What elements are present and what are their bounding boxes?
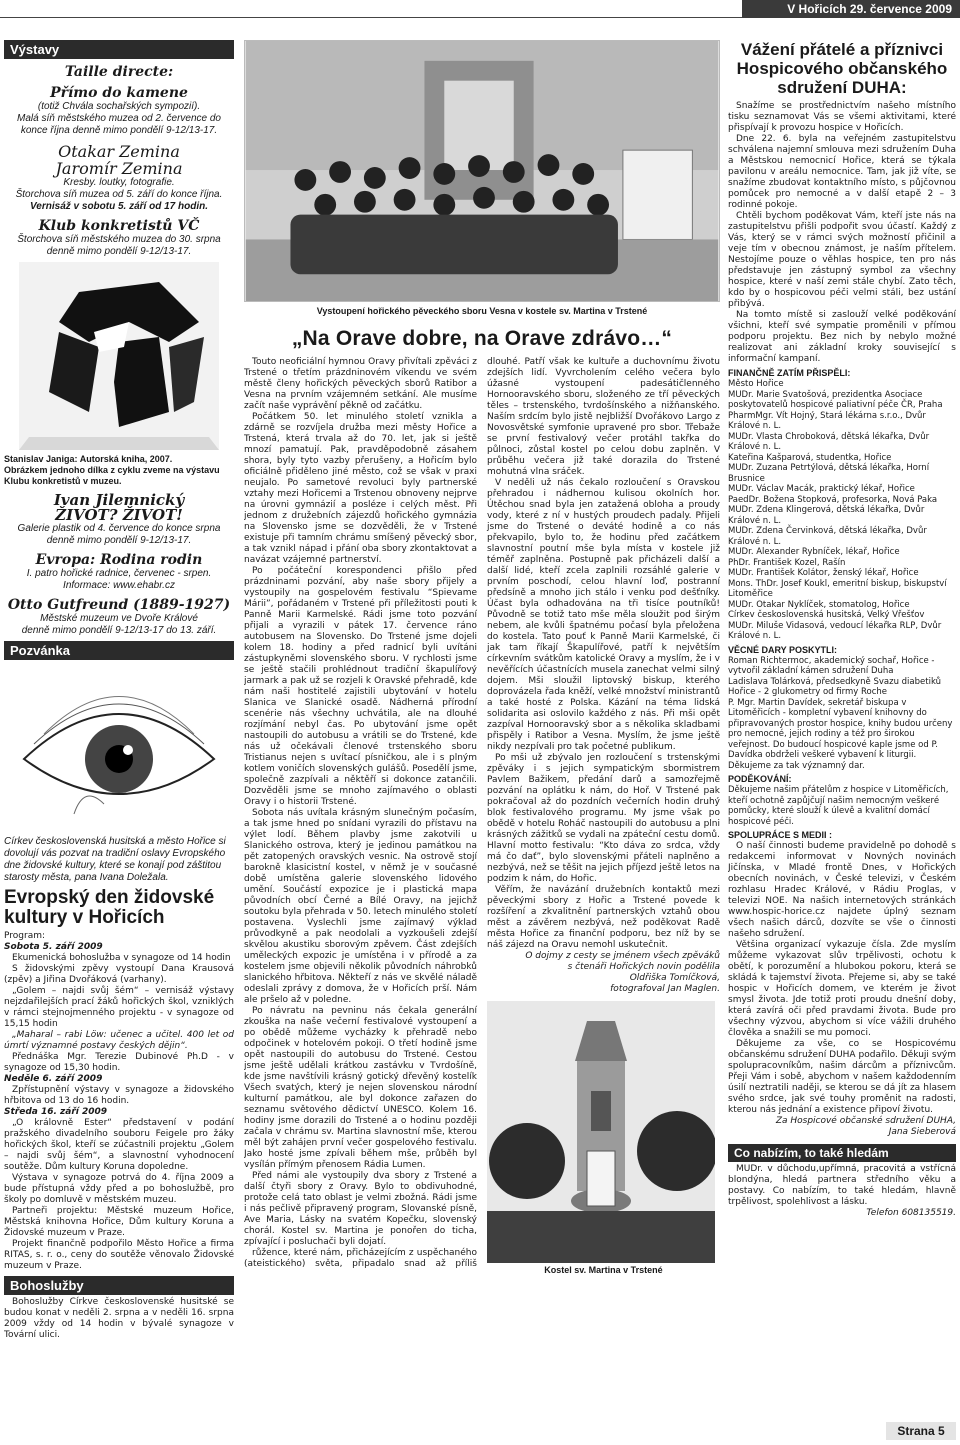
exhibition-taille xyxy=(4,65,234,137)
donor-item: PhDr. František Kozel, Rašín xyxy=(728,557,846,568)
exhibition-info: denně mimo pondělí 9-12/13-17 do 13. září. xyxy=(21,625,217,636)
program-item: Výstava v synagoze potrvá do 4. října 2009 a bude přístupná vždy před a po bohoslužbě, pro školy po domluvě v městském muzeu. xyxy=(4,1173,234,1205)
donor-item: MUDr. Miluše Vidasová, vedoucí lékařka RLP, Dvůr Králové n. L. xyxy=(728,620,942,641)
exhibition-info: I. patro hořické radnice, červenec - srpen. xyxy=(26,568,212,579)
exhibition-title: Klub konkretistů VČ xyxy=(38,218,200,234)
top-strip xyxy=(0,0,960,18)
article-paragraph: Věřím, že navázání družebních kontaktů mezi pěveckými sbory z Hořic a Trstené povede k rozšíření a zkvalitnění partnerských vztahů obou měst a závěrem nezbývá, než poděkovat Radě města Hořice za finanční podporu, bez níž by se náš zájezd na Oravu nemohl uskutečnit. xyxy=(487,885,720,950)
donor-item: MUDr. Marie Svatošová, prezidentka Asociace poskytovatelů hospicové paliativní péče ČR, Praha xyxy=(728,389,943,410)
exhibition-info: konce října denně mimo pondělí 9-12/13-17. xyxy=(20,125,218,136)
media-paragraph: Většina organizací vykazuje čísla. Zde myslím můžeme vykazovat slův trpělivosti, ochotu k obětí, k porozumění a hlubokou pokoru, která se skládá k tajemství života. Přejeme si, aby se také hospic v Hořicích domem, ve kterém je život smysl života. Jde totiž proti proudu dnešní doby, která zavírá oči před pravdami života. Bude pro všechny výzvou, abychom si více vážili druhého člověka a snažili se mu pomoci. xyxy=(728,940,956,1038)
exhibition-info: Městské muzeum ve Dvoře Králové xyxy=(40,613,198,624)
program-item: Ekumenická bohoslužba v synagoze od 14 hodin xyxy=(12,953,231,963)
hospice-paragraph: Snažíme se prostřednictvím našeho místního tisku seznamovat Vás se všemi aktivitami, které přispívají k provozu hospice v Hořicích. xyxy=(728,101,956,133)
program-partners: Partneři projektu: Městské muzeum Hořice, Městská knihovna Hořice, Dům kultury Koruna a Židovské muzeum v Praze. xyxy=(4,1206,234,1238)
exhibition-title: Ivan Jilemnický xyxy=(53,491,185,509)
financial-donors-list xyxy=(728,379,956,642)
exhibition-title: Jaromír Zemina xyxy=(55,159,183,178)
media-coop xyxy=(728,841,956,1116)
exhibition-title: ŽIVOT? ŽIVOT! xyxy=(55,506,183,524)
exhibition-title: Taille directe: xyxy=(64,64,174,80)
media-paragraph: Děkujeme za vše, co se Hospicovému občanskému sdružení DUHA podařilo. Děkuji svým spolupracovníkům, našim dárcům a příznivcům. Přeji Vám i sobě, abychom v našem každodenním úsilí neztratili naději, se kterou se dá jít za hlasem svého srdce, jak své touhy proměnit na radosti, kterou nás jednání a existence připoví životu. xyxy=(728,1039,956,1115)
program-item: Zpřístupnění výstavy v synagoze a židovského hřbitova od 13 do 16 hodin. xyxy=(4,1085,234,1106)
article-paragraph: Po mši už zbývalo jen rozloučení s trstenskými zpěváky i s jejich sympatickým sbormistrem Pavlem Bažikem, předání darů a samozřejmě pozvání na oplátku k nám, do Hoř. V Trstené pak pokračoval až do pozdních večerních hodin druhý blok festivalového programu. My jsme však po obědě v hotelu Roháč nastoupili do autobusu a plni krásných zážitků se vydali na zpáteční cestu domů. Hlavní motto festivalu: “Kto dáva zo srdca, vždy má čo dať”, bylo slovenskými přáteli naplněno a nezbývá, než se těšit na jejich příjezd ještě letos na podzim k nám, do Hořic. xyxy=(487,753,720,884)
middle-column xyxy=(244,40,720,1425)
donor-item: MUDr. Zuzana Petrtýlová, dětská lékařka, Horní Brusnice xyxy=(728,463,930,484)
article-paragraph: Po návratu na pevninu nás čekala generální zkouška na naše večerní festivalové vystoupení a po obědě můžeme vycházky k přehradě nebo odpočinek v hotelovém pokoji. O třetí hodině jsme opět nastoupili do autobusu do Trstené. Cestou jsme ještě udělali krátkou zastávku v Tvrdošíně, kde jsme navštívili krásný gotický dřevěný kostelík Všech svatých, který je nejen slovenskou národní kulturní památkou, ale byl dokonce zařazen do seznamu světového dědictví UNESCO. Kolem 16. hodiny jsme dorazili do Trstené a o hodinu později začala v chrámu sv. Martina slavnostní mše, kterou měl být zahájen první večer gospelového festivalu. Jako hosté jsme zpívali během mše, průběh byl vysílán přímým přenosem Rádia Lumen. xyxy=(244,1006,477,1170)
donor-item: PharmMgr. Vít Hojný, Stará lékárna s.r.o., Dvůr Králové n. L. xyxy=(728,410,926,431)
gift-item: Roman Richtermoc, akademický sochař, Hořice - vytvořil základní kámen sdružení Duha xyxy=(728,655,935,676)
exhibition-title: Otto Gutfreund (1889-1927) xyxy=(7,597,231,613)
exhibition-info: Galerie plastik od 4. července do konce srpna xyxy=(17,523,221,534)
classified-ad xyxy=(728,1164,956,1219)
exhibition-sub: (totiž Chvála sochařských sympozií). xyxy=(37,101,201,112)
sculpture-caption: Stanislav Janiga: Autorská kniha, 2007. xyxy=(4,454,173,464)
program-item: „O královně Ester“ představení v podání pražského divadelního souboru Feigele pro žáky hořických škol, kteří se zúčastnili projektu „Golem – najdi svůj šém“, a slavnostní vyhodnocení soutěže. Dům kultury Koruna dopoledne. xyxy=(4,1118,234,1172)
article-paragraph: Touto neoficiální hymnou Oravy přivítali zpěváci z Trstené o třetím prázdninovém víkendu ve svém městě členy hořických pěveckých sborů Ratibor a Vesna na prvním vzájemném setkání. Ale musíme začít naše vyprávění pěkně od začátku. xyxy=(244,357,477,411)
article-signature: Oldřiška Tomíčková, xyxy=(629,973,720,983)
program-day: Sobota 5. září 2009 xyxy=(4,942,103,952)
hospice-paragraph: Dne 22. 6. byla na veřejném zastupitelstvu schválena najemní smlouva mezi sdružením Duha a Městskou nemocnicí Hořice, která se týkala pavilonu v areálu nemocnice. Tam, jak již víte, se snažíme zbudovat kontaktního místo, s půjčovnou pomůcek pro nemocné a v další etapě 2 – 3 rodinné pokoje. xyxy=(728,134,956,210)
hospice-title: Vážení přátelé a příznivci Hospicového občanského sdružení DUHA: xyxy=(736,40,948,97)
donor-item: MUDr. Zdena Červinková, dětská lékařka, Dvůr Králové n. L. xyxy=(728,526,927,547)
material-gifts-list xyxy=(728,656,956,772)
article-paragraph: Sobota nás uvítala krásným slunečným počasím, a tak jsme hned po snídani vyrazili do přístavu na výlet lodí. Během plavby jsme zakotvili u Slanického ostrova, který je jedinou památkou na pět zatopených oravských vesnic. Na ostrově stojí barokně klasicistní kostel, v němž je v současné době umístěna galerie slovenského lidového umění. Součástí expozice je i plastická mapa původních obcí Černé a Bílé Oravy, na jejichž soutoku byla přehrada v 50. letech minulého století postavena. Vyslechli jsme zajímavý výklad průvodkyně a pak neodolali a vyzkoušeli zdejší skvělou akustiku sborovým zpěvem. Část zdejších uměleckých expozic je umístěna i v přírodě a za kostelem jsme objevili několik původních náhrobků slanického hřbitova. Někteří z nás ve skvělé náladě odeslali zprávy z domova, že v Hořicích prší. Nám ale pršelo až v poledne. xyxy=(244,808,477,1005)
choir-photo xyxy=(244,40,720,302)
article-title: „Na Orave dobre, na Orave zdrávo…“ xyxy=(291,327,673,350)
classified-phone: Telefon 608135519. xyxy=(866,1208,956,1218)
page-number: Strana 5 xyxy=(886,1422,956,1440)
donor-item: Město Hořice xyxy=(728,379,784,389)
exhibitions-label: Výstavy xyxy=(4,40,234,59)
hospice-signature: Za Hospicové občanské sdružení DUHA, xyxy=(775,1116,956,1126)
exhibition-sub: Kresby. loutky, fotografie. xyxy=(63,177,175,188)
donor-item: Kateřina Kašparová, studentka, Hořice xyxy=(728,452,892,463)
donor-item: MUDr. Otakar Nyklíček, stomatolog, Hořice xyxy=(728,599,910,610)
donor-item: MUDr. Václav Macák, praktický lékař, Hořice xyxy=(728,484,915,494)
exhibition-gutfreund xyxy=(4,598,234,637)
donor-item: MUDr. Vlasta Chroboková, dětská lékařka, Dvůr Králové n. L. xyxy=(728,431,930,452)
program-day: Středa 16. září 2009 xyxy=(4,1107,108,1117)
exhibition-zemina xyxy=(4,143,234,213)
article-signature: O dojmy z cesty se jménem všech zpěváků xyxy=(525,951,720,961)
exhibition-info: Vernisáž v sobotu 5. září od 17 hodin. xyxy=(30,201,208,212)
classified-label: Co nabízím, to také hledám xyxy=(728,1144,956,1162)
program-day: Neděle 6. září 2009 xyxy=(4,1074,103,1084)
media-coop-label: SPOLUPRÁCE S MEDII : xyxy=(728,830,833,840)
jewish-program xyxy=(4,931,234,1272)
media-paragraph: O naší činnosti budeme pravidelně po dohodě s redakcemi informovat v Novných novinách Jičínska, v Mladé frontě Dnes, v Hořických obecních novinách, v České televizi, v Českém rozhlasu Hradec Králové, v Rádiu Proglas, v televizi NOE. Na našich internetových stránkách www.hospic-horice.cz najdete úplný seznam všech našich dárců, dozvíte se vše o činnosti našeho sdružení. xyxy=(728,841,956,939)
left-column xyxy=(4,40,234,1425)
thanks-label: PODĚKOVÁNÍ: xyxy=(728,774,792,784)
exhibition-title: Evropa: Rodina rodin xyxy=(35,552,203,568)
services-label: Bohoslužby xyxy=(4,1276,234,1295)
article-paragraph: Po počáteční korespondenci přišlo před prázdninami pozvání, aby naše sbory přijely a vystoupily na gospelovém festivalu “Spievame Márii”, pořádaném v Trstené při příležitosti pouti k Panně Marii Karmelské. Rádi jsme toto pozvání přijali a vyrazili v pátek 17. července ráno autobusem na Slovensko. Do Trstené jsme dojeli kolem 18. hodiny a před radnicí byli uvítáni zástupkyněmi slovenského sboru. V rychlosti jsme se ještě stačili prohlédnout tradiční škapulířový jarmark a pak už se rozjeli k Oravské přehradě, kde nám naši hostitelé zajistili ubytování v hotelu Slanica ve Slanické osadě. Nádherná přírodní scenérie nás všechny uchvátila, ale na dlouhé rozjímání nebyl čas. Po ubytování jsme opět nastoupili do autobusu a vrátili se do Trstené, kde nás už očekávali členové trstenského sboru Tristianus nejen s uvítací písničkou, ale i s plným kotlem voničích slovenských gulášů. Posedělí jsme, společně zazpívali a něktěří si dokonce zatančili. Dozvěděli jsme se mnoho zajímavého o oblasti Oravy i o historii Trstené. xyxy=(244,566,477,807)
sculpture-image xyxy=(19,262,219,450)
financial-donors-label: FINANČNĚ ZATÍM PŘISPĚLI: xyxy=(728,368,851,378)
program-sponsors: Projekt finančně podpořilo Město Hořice a firma RITAS, s. r. o., ceny do soutěže věnovalo Židovské muzeum v Praze. xyxy=(4,1239,234,1271)
invitation-text: Církev československá husitská a město Hořice si dovolují vás pozvat na tradiční oslavy Evropského dne židovské kultury, které se konají pod záštitou starosty města, pana Ivana Doležala. xyxy=(4,836,226,883)
exhibition-evropa xyxy=(4,553,234,592)
church-photo-caption: Kostel sv. Martina v Trstené xyxy=(544,1265,663,1275)
exhibition-info: Malá síň městského muzea od 2. července do xyxy=(17,113,221,124)
church-photo xyxy=(487,1001,715,1263)
article-paragraph: Počátkem 50. let minulého století vznikla a zdárně se rozvíjela družba mezi městy Hořice a Trstená, která trvala až do 70. let, jak si ještě mnozí pamatují. Pak, pravděpodobně zásahem shora, byly tyto vazby přerušeny, a Hořicím bylo oficiálně přiděleno jiné město, což se však v praxi neujalo. Po sametové revoluci byly partnerské vztahy mezi Hořicemi a Trstenou obnoveny nejprve na úrovni gymnázií a posléze i celých měst. Při jednom z družebních zájezdů hořického gymnázia na Slovensko jsme se dozvěděli, že v Trstené existuje při tamním chrámu smíšený pěvecký sbor, a tak vznikl nápad i přání oba sbory zkontaktovat a navázat vzájemné partnerství. xyxy=(244,412,477,565)
donor-item: MUDr. František Kolátor, ženský lékař, Hořice xyxy=(728,568,919,578)
article-paragraph: V neděli už nás čekalo rozloučení s Oravskou přehradou i nádhernou kulisou okolních hor. Útěchou snad byla jen zatažená obloha a proudy vody, které z ní v hustých proudech padaly. Přijeli jsme do Trstené o deváté hodině a co nás překvapilo, bylo to, že hodinu před začátkem slavnostní poutní mše byla místa v kostele již téměř zaplněna. Postupně pak přicházeli další a další lidé, kteří zcela zaplnili rozsáhlé galerie v prvním poschodí, celou hlavní loď, postranní předsíně a mnoho jich stálo i venku pod dešťníky. Účast byla odhadována na tři tisíce poutníků! Původně se totiž tato mše měla sloužit pod širým nebem, ale kvůli špatnému počasí byla přeložena do kostela. Tato pouť k Panně Marii Karmelské, či jak tam říkají Škapulířové, patří k největším církevním svátkům katolické Oravy a myslím, že i v nevěřících účastnících musela zanechat velmi silný dojem. Mši sloužil liptovský biskup, kterého doprovázela řada kněží, velké množství ministrantů a také hosté z Polska. Kázání na téma lidská solidarita asi oslovilo každého z nás. Při mši opět zazpíval Hornooravský sbor a s několika skladbami přispěly i Ratibor a Vesna. Myslím, že jsme ještě nikdy nezpívali pro tak početné publikum. xyxy=(487,478,720,752)
article-signature: s čtenáři Hořických novin podělila xyxy=(567,962,720,972)
right-column xyxy=(728,40,956,1425)
hospice-paragraph: Chtěli bychom poděkovat Vám, kteří jste nás na zastupitelstvu přišli podpořit svou účastí. Každý z Vás, který se v rámci svých možností přičinil a veje tím v obecnou známost, je naším přítelem. Nestojíme pouze o věhlas hospice, ten pro nás představuje jen zástupný symbol za všechny hospice, které v naší zemi stále chybí. Zato těch, kdo by o hospicovou péči velmi stáli, bez ustání přibývá. xyxy=(728,211,956,309)
exhibition-info: Štorchova síň městského muzea do 30. srpna xyxy=(17,234,221,245)
exhibition-konkretiste xyxy=(4,219,234,258)
program-item: S židovskými zpěvy vystoupí Dana Krausová (zpěv) a Jiřina Dvořáková (varhany). xyxy=(4,964,234,985)
exhibition-title: Otakar Zemina xyxy=(58,142,180,161)
donor-item: Mons. ThDr. Josef Koukl, emeritní biskup, biskupství Litoměřice xyxy=(728,578,947,599)
services-text-box xyxy=(4,1297,234,1341)
article-paragraph: růžence, které nám, přicházejícím z uspěchaného (ateistického) světa, připadalo snad až příliš dlouhé. Patří však ke kultuře a duchovnímu životu zdejších lidí. Vyvrcholením celého večera bylo úžasné vystoupení padesátičlenného Hornooravského sboru, složeného ze tří pěveckých těles – trstenského, tvrdošínského a nižňanského. Naším srdcím bylo jistě nejbližší Dvořákovo Largo z Novosvětské symfonie upravené pro sbor. Třebaže se první festivalový večer protáhl takřka do půlnoci, zůstal kostel po celou dobu zaplněn. V průběhu večera již také dorazila do Trstené mohutná vlna sráček. xyxy=(244,357,720,1269)
exhibition-info: denně mimo pondělí 9-12/13-17. xyxy=(46,246,192,257)
exhibition-info: denně mimo pondělí 9-12/13-17. xyxy=(46,535,192,546)
article-signature: fotografoval Jan Maglen. xyxy=(610,984,720,994)
donor-item: MUDr. Alexander Rybníček, lékař, Hořice xyxy=(728,547,900,557)
hospice-signature-name: Jana Sieberová xyxy=(888,1127,956,1137)
material-gifts-label: VĚCNÉ DARY POSKYTLI: xyxy=(728,644,838,655)
donor-item: PaedDr. Božena Stopková, profesorka, Nová Paka xyxy=(728,494,938,505)
sculpture-caption-sub: Obrázkem jednoho dílka z cyklu zveme na výstavu Klubu konkretistů v muzeu. xyxy=(4,465,220,486)
gift-item: P. Mgr. Martin Davídek, sekretář biskupa v Litoměřicích - kompletní vybavení knihovny do připravovaných prostor hospice, knihy budou určeny pro nemocné, jejich rodiny a též pro širokou veřejnost. Do budoucí hospicové kaple jsme od P. Davídka obdrželi veškeré vybavení k liturgii. Děkujeme za tak významný dar. xyxy=(728,697,953,771)
thanks-text: Děkujeme našim přátelům z hospice v Litoměřicích, kteří ochotně zapůjčují našim nemocným veškeré pomůcky, které slouží k úlevě a kvalitní domácí hospicové péči. xyxy=(728,785,949,827)
article-body xyxy=(244,357,720,1276)
program-item: „Maharal – rabi Löw: učenec a učitel. 400 let od úmrtí významné postavy českých dějin“. xyxy=(4,1030,234,1051)
donor-item: Církev československá husitská, Velký Vřešťov xyxy=(728,610,925,620)
article-paragraph: Před námi ale vystoupily dva sbory z Trstené a další čtyři sbory z Oravy. Bylo to obdivuhodné, protože celá tato oblast je velmi zbožná. Rádi jsme i nás pečlivě připravený program, Slovanské písně, Ave Maria, Lásky na svatém Kopečku, slovenský chorál. Kostel sv. Martina je ponořen do ticha, zpívající i posluchači byli dojatí. xyxy=(244,1171,477,1247)
invitation-label: Pozvánka xyxy=(4,641,234,660)
program-item: Přednáška Mgr. Terezie Dubinové Ph.D - v synagoze od 15,30 hodin. xyxy=(4,1052,234,1073)
exhibition-info: Informace: www.ehabr.cz xyxy=(63,580,175,591)
exhibition-info: Štorchova síň muzea od 5. září do konce října. xyxy=(15,189,223,200)
exhibition-jilemnicky xyxy=(4,493,234,547)
choir-photo-caption: Vystoupení hořického pěveckého sboru Vesna v kostele sv. Martina v Trstené xyxy=(316,306,648,316)
hospice-paragraph: Na tomto místě si zaslouží velké poděkování všichni, kteří své sympatie proměnili v přímou podporu projektu. Bez nich by nebylo možné realizovat ani základní kroky související s informační kampaní. xyxy=(728,310,956,364)
donor-item: MUDr. Zdena Klingerová, dětská lékařka, Dvůr Králové n. L. xyxy=(728,505,925,526)
issue-date: V Hořicích 29. července 2009 xyxy=(742,0,960,18)
services-text: Bohoslužby Církve československé husitské se budou konat v neděli 2. srpna a v neděli 16. srpna 2009 vždy od 14 hodin v bývalé synagoze v Tovární ulici. xyxy=(4,1297,234,1340)
program-label: Program: xyxy=(4,931,46,941)
exhibition-title: Přímo do kamene xyxy=(50,85,188,101)
gift-item: Ladislava Tolárková, předsedkyně Svazu diabetiků Hořice - 2 glukometry od firmy Roche xyxy=(728,676,941,697)
jewish-culture-title: Evropský den židovské kultury v Hořicích xyxy=(4,887,215,928)
eye-drawing xyxy=(14,664,224,834)
classified-text: MUDr. v důchodu,upřímná, pracovitá a vstřícná blondýna, hledá partnera středního věku a postavy. Co nabízím, to také hledám, hlavně trpělivost, spolehlivost a lásku. xyxy=(728,1164,956,1207)
hospice-intro xyxy=(728,101,956,365)
program-item: „Golem – najdi svůj šém“ – vernisáž výstavy nejzdařilejších prací žáků hořických škol, vzniklých v rámci stejnojmenného projektu - v synagoze od 15,15 hodin xyxy=(4,986,234,1029)
